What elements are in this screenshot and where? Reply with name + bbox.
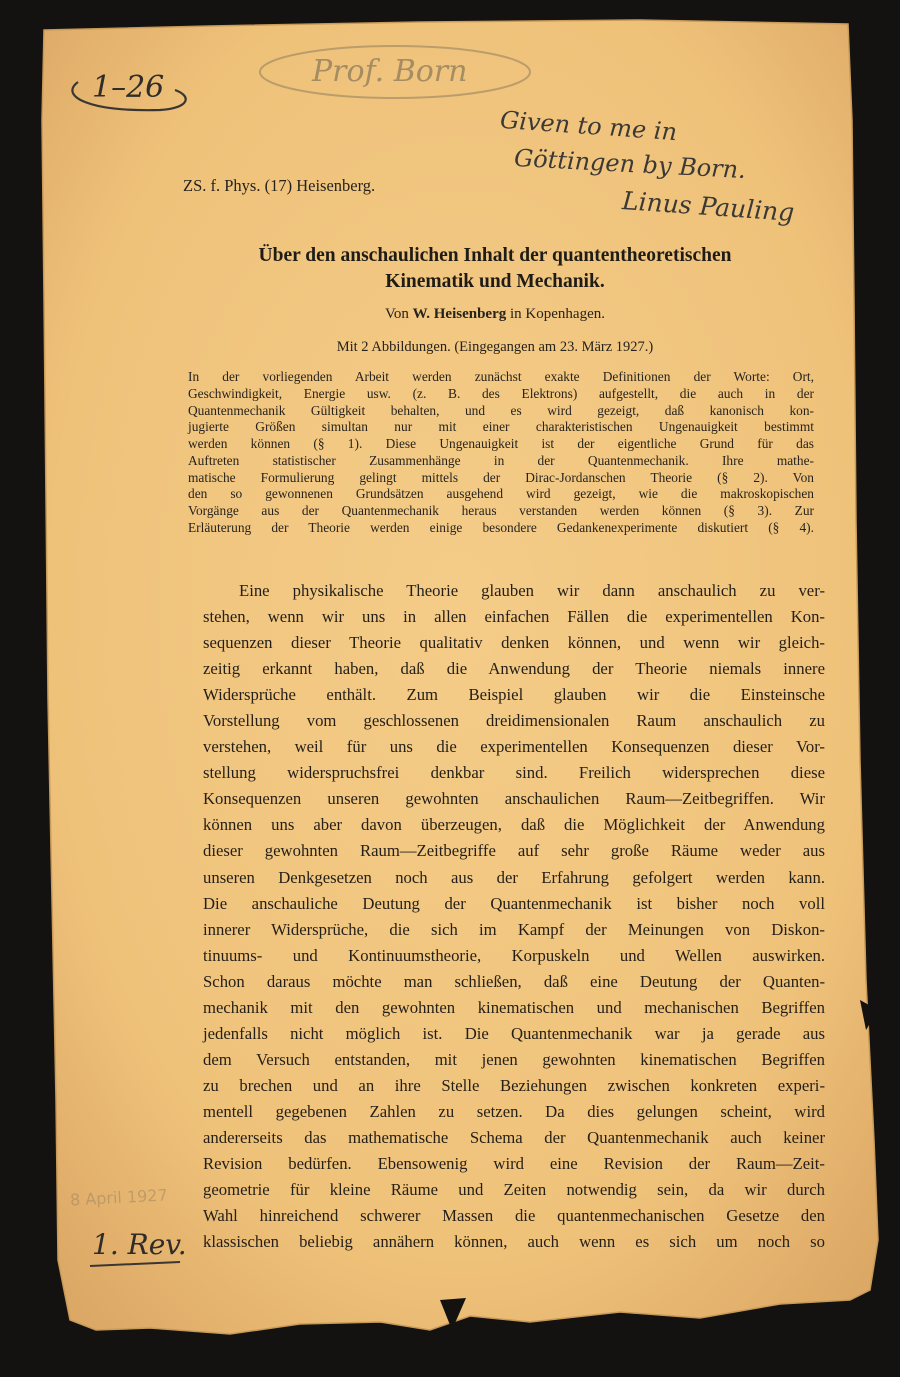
abstract-line: jugierte Größen simultan nur mit einer charakteristischen Ungenauigkeit bestimmt xyxy=(188,419,814,435)
abstract-line: In der vorliegenden Arbeit werden zunächst exakte Definitionen der Worte: Ort, xyxy=(188,369,814,384)
body-line: Widersprüche enthält. Zum Beispiel glauben wir die Einsteinsche xyxy=(203,685,825,705)
abstract-line: den so gewonnenen Grundsätzen ausgehend wird gezeigt, wie die makroskopischen xyxy=(188,486,814,502)
body-line: sequenzen dieser Theorie qualitativ denken können, und wenn wir gleich- xyxy=(203,633,825,653)
body-line: können uns aber davon überzeugen, daß die Möglichkeit der Anwendung xyxy=(203,815,825,835)
body-line: mentell gegebenen Zahlen zu setzen. Da dies gelungen scheint, wird xyxy=(203,1101,825,1121)
handwritten-note-line-2: Göttingen by Born. xyxy=(513,143,747,185)
body-line: innerer Widersprüche, die sich im Kampf der Meinungen von Diskon- xyxy=(203,919,825,939)
abstract-line: matische Formulierung gelingt mittels der Dirac-Jordanschen Theorie (§ 2). Von xyxy=(188,469,814,485)
body-line: zeitig erkannt haben, daß die Anwendung der Theorie niemals innere xyxy=(203,659,825,679)
body-line: zu brechen und an ihre Stelle Beziehungen zwischen konkreten experi- xyxy=(203,1075,825,1095)
abstract-line: werden können (§ 1). Diese Ungenauigkeit ist der eigentliche Grund für das xyxy=(188,436,814,451)
body-line: stellung widerspruchsfrei denkbar sind. Freilich widersprechen diese xyxy=(203,763,825,783)
body-line: verstehen, weil für uns die experimentellen Konsequenzen dieser Vor- xyxy=(203,737,825,757)
body-line: unseren Denkgesetzen noch aus der Erfahrung gefolgert werden kann. xyxy=(203,867,825,887)
received-meta-line: Mit 2 Abbildungen. (Eingegangen am 23. März 1927.) xyxy=(336,339,654,355)
body-line: Eine physikalische Theorie glauben wir dann anschaulich zu ver- xyxy=(239,581,825,600)
handwritten-code: 1–26 xyxy=(92,70,165,105)
body-line: Revision bedürfen. Ebensowenig wird eine Revision der Raum—Zeit- xyxy=(203,1154,825,1174)
handwritten-signature: Linus Pauling xyxy=(621,186,796,227)
handwritten-rev-mark: 1. Rev. xyxy=(92,1228,187,1261)
abstract-line: Auftreten statistischer Zusammenhänge in der Quantenmechanik. Ihre mathe- xyxy=(188,452,814,468)
body-line: Wahl hinreichend schwerer Massen die quantenmechanischen Gesetze den xyxy=(203,1206,825,1226)
title-line-2: Kinematik und Mechanik. xyxy=(385,271,605,292)
author-affiliation: in Kopenhagen. xyxy=(510,306,605,322)
abstract-line: Erläuterung der Theorie werden einige besondere Gedankenexperimente diskutiert (§ 4). xyxy=(188,519,814,535)
body-line: Vorstellung vom geschlossenen dreidimensionalen Raum anschaulich zu xyxy=(203,711,825,731)
author-name: W. Heisenberg xyxy=(412,306,507,322)
received-stamp: 8 April 1927 xyxy=(69,1185,169,1210)
handwritten-note-line-1: Given to me in xyxy=(499,105,678,147)
title-line-1: Über den anschaulichen Inhalt der quantentheoretischen xyxy=(258,245,732,266)
body-line: andererseits das mathematische Schema der Quantenmechanik auch keiner xyxy=(203,1127,825,1147)
body-line: Schon daraus möchte man schließen, daß eine Deutung der Quanten- xyxy=(203,971,825,991)
body-line: geometrie für kleine Räume und Zeiten notwendig sein, da wir durch xyxy=(203,1180,825,1200)
abstract-line: Geschwindigkeit, Energie usw. (z. B. des Elektrons) aufgestellt, die auch in der xyxy=(188,385,814,401)
body-line: stehen, wenn wir uns in allen einfachen Fällen die experimentellen Kon- xyxy=(203,607,825,627)
body-line: dieser gewohnten Raum—Zeitbegriffe auf sehr große Räume weder aus xyxy=(203,841,825,861)
abstract-line: Vorgänge aus der Quantenmechanik heraus verstanden werden können (§ 3). Zur xyxy=(188,503,814,518)
author-line xyxy=(150,306,840,323)
journal-reference: ZS. f. Phys. (17) Heisenberg. xyxy=(183,176,376,195)
body-text xyxy=(203,578,825,1255)
handwritten-faint-name: Prof. Born xyxy=(312,54,468,89)
body-line: Konsequenzen unseren gewohnten anschaulichen Raum—Zeitbegriffen. Wir xyxy=(203,789,825,809)
body-line: tinuums- und Kontinuumstheorie, Korpuskeln und Wellen auswirken. xyxy=(203,945,825,965)
body-line: jedenfalls nicht möglich ist. Die Quantenmechanik war ja gerade aus xyxy=(203,1023,825,1043)
abstract-line: Quantenmechanik Gültigkeit behalten, und es wird gezeigt, daß kanonisch kon- xyxy=(188,402,814,418)
body-line: Die anschauliche Deutung der Quantenmechanik ist bisher noch voll xyxy=(203,893,825,913)
body-line: klassischen beliebig annähern können, auch wenn es sich um noch so xyxy=(203,1232,825,1252)
author-prefix: Von xyxy=(384,306,409,322)
abstract xyxy=(188,369,814,537)
body-line: dem Versuch entstanden, mit jenen gewohnten kinematischen Begriffen xyxy=(203,1049,825,1069)
body-line: mechanik mit den gewohnten kinematischen und mechanischen Begriffen xyxy=(203,997,825,1017)
